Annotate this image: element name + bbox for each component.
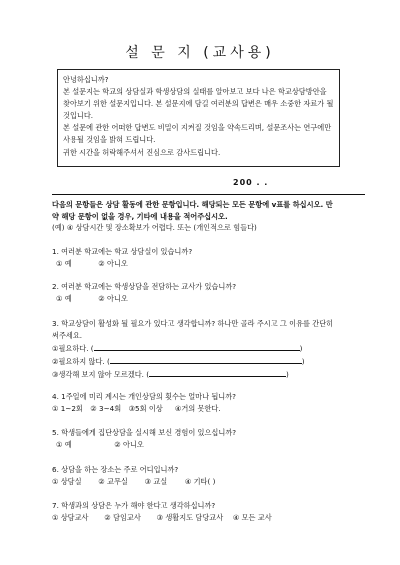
option-rarely[interactable]: ④거의 못한다. [174,404,221,413]
reason-blank[interactable] [94,342,300,351]
question-text: 6. 상담을 하는 장소는 주로 어디입니까? [52,465,179,474]
intro-line: 안녕하십니까? [63,75,109,84]
option-no[interactable]: ② 아니오 [98,294,128,303]
option-label: ①필요하다. ( [52,344,94,353]
option-unsure[interactable] [52,368,372,381]
option-1-2[interactable]: ① 1~2회 [52,404,83,413]
question-1 [52,246,372,270]
option-no[interactable]: ② 아니오 [98,259,128,268]
reason-blank[interactable] [110,355,302,364]
reason-blank[interactable] [149,368,286,377]
option-label: ③생각해 보지 않아 모르겠다. ( [52,370,150,379]
question-text: 2. 여러분 학교에는 학생상담을 전담하는 교사가 있습니까? [52,282,237,291]
page-title: 설 문 지 (교사용) [125,45,275,61]
question-6 [52,464,372,488]
option-needed[interactable] [52,342,372,355]
question-text: 5. 학생들에게 집단상담을 실시해 보신 경험이 있으십니까? [52,428,237,437]
option-counseling-room[interactable]: ① 상담실 [52,477,82,486]
close-paren: ) [286,370,289,379]
option-not-needed[interactable] [52,355,372,368]
question-text: 7. 학생과의 상담은 누가 해야 한다고 생각하십니까? [52,501,216,510]
option-counselor[interactable]: ① 상담교사 [52,513,89,522]
intro-box [57,69,340,167]
question-4 [52,391,372,415]
option-5-plus[interactable]: ③5회 이상 [128,404,163,413]
question-text: 4. 1주일에 미리 계시는 개인상담의 횟수는 얼마나 됩니까? [52,392,236,401]
question-text: 3. 학교상담이 활성화 될 필요가 있다고 생각합니까? 하나만 골라 주시고 그 이유를 간단히 [52,319,334,328]
question-2 [52,281,372,305]
instruction-line: 다음의 문항들은 상담 활동에 관한 문항입니다. 해당되는 모든 문항에 v표를 하십시오. 만 [52,200,333,209]
close-paren: ) [301,357,305,366]
question-5 [52,427,372,451]
instruction-line: 약 해당 문항이 없을 경우, 기타에 내용을 적어주십시오. [52,211,228,221]
date-field[interactable]: 200 . . [233,178,269,187]
option-classroom[interactable]: ③ 교실 [144,477,168,486]
intro-line: 본 설문에 관한 어떠한 답변도 비밀이 지켜질 것임을 약속드리며, 설문조사는 연구에만 [63,123,332,133]
intro-line: 찾아보기 위한 설문지입니다. 본 설문지에 담길 여러분의 답변은 매우 소중한 자료가 될 [63,99,334,109]
question-text-cont: 써주세요. [52,331,83,340]
option-yes[interactable]: ① 예 [56,440,72,449]
instructions [52,199,372,234]
question-3 [52,318,372,381]
option-other[interactable]: ④ 기타( ) [184,477,216,486]
option-all-teachers[interactable]: ④ 모든 교사 [232,513,272,522]
intro-line: 귀한 시간을 허락해주셔서 진심으로 감사드립니다. [63,147,221,157]
divider [52,194,365,195]
example-line: (예) ④ 상담시간 및 장소확보가 어렵다. 또는 (개인적으로 힘들다) [52,223,257,232]
question-7 [52,500,372,524]
intro-line: 사용될 것임을 밝혀 드립니다. [63,135,156,145]
option-no[interactable]: ② 아니오 [114,440,144,449]
option-yes[interactable]: ① 예 [56,294,72,303]
question-text: 1. 여러분 학교에는 학교 상담실이 있습니까? [52,247,193,256]
option-3-4[interactable]: ② 3~4회 [90,404,122,413]
close-paren: ) [299,344,303,353]
intro-line: 것입니다. [63,111,94,121]
intro-line: 본 설문지는 학교의 상담실과 학생상담의 실태를 알아보고 보다 나은 학교상담방안을 [63,87,327,97]
option-homeroom-teacher[interactable]: ② 담임교사 [104,513,141,522]
option-label: ②필요하지 않다. ( [52,357,110,366]
option-yes[interactable]: ① 예 [56,259,72,268]
option-guidance-teacher[interactable]: ③ 생활지도 담당교사 [156,513,224,522]
option-staff-room[interactable]: ② 교무실 [98,477,128,486]
